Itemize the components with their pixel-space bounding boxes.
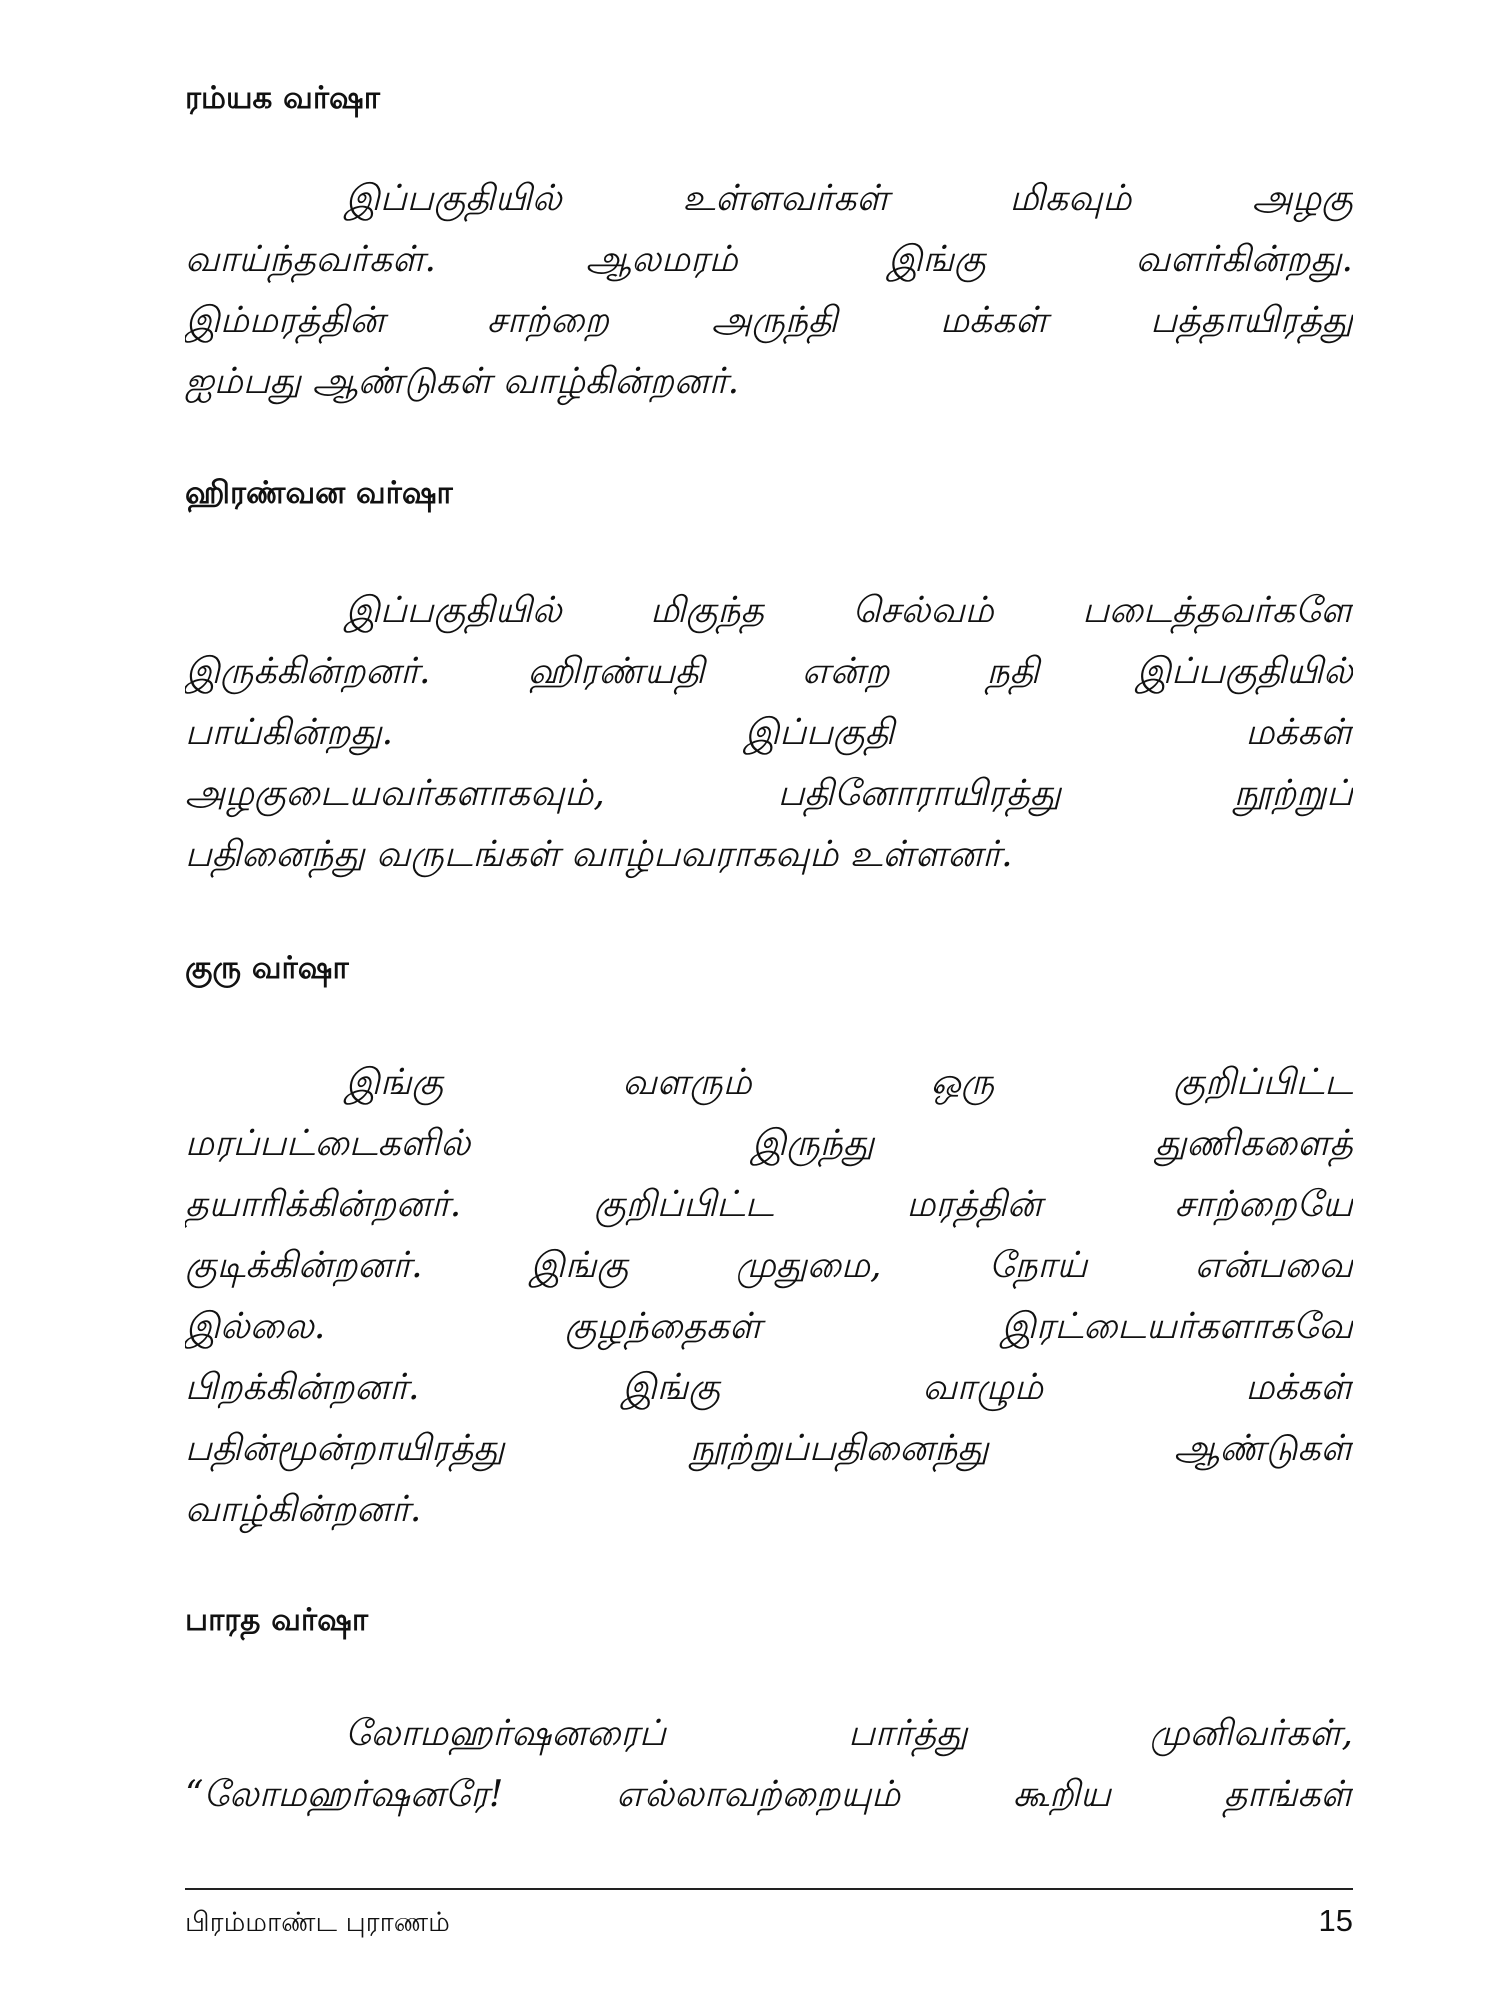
paragraph-line: ஐம்பது ஆண்டுகள் வாழ்கின்றனர். bbox=[185, 361, 740, 402]
paragraph-line: இப்பகுதியில் உள்ளவர்கள் மிகவும் அழகு bbox=[345, 178, 1353, 219]
running-footer-title: பிரம்மாண்ட புராணம் bbox=[185, 1907, 450, 1938]
section-heading-hiranvana: ஹிரண்வன வர்ஷா bbox=[185, 475, 453, 511]
section-paragraph-bharata bbox=[185, 1703, 1353, 1825]
paragraph-line: அழகுடையவர்களாகவும், பதினோராயிரத்து நூற்றுப் bbox=[185, 773, 1353, 814]
section-heading-bharata: பாரத வர்ஷா bbox=[185, 1602, 369, 1638]
paragraph-line: பதின்மூன்றாயிரத்து நூற்றுப்பதினைந்து ஆண்டுகள் bbox=[185, 1428, 1353, 1469]
paragraph-line: குடிக்கின்றனர். இங்கு முதுமை, நோய் என்பவை bbox=[185, 1245, 1353, 1286]
paragraph-line: இப்பகுதியில் மிகுந்த செல்வம் படைத்தவர்களே bbox=[345, 590, 1353, 631]
paragraph-line: பாய்கின்றது. இப்பகுதி மக்கள் bbox=[185, 712, 1353, 753]
paragraph-line: லோமஹர்ஷனரைப் பார்த்து முனிவர்கள், bbox=[345, 1713, 1353, 1754]
section-paragraph-hiranvana bbox=[185, 580, 1353, 885]
paragraph-line: வாழ்கின்றனர். bbox=[185, 1489, 422, 1530]
paragraph-line: “லோமஹர்ஷனரே! எல்லாவற்றையும் கூறிய தாங்கள் bbox=[185, 1774, 1353, 1815]
section-paragraph-kuru bbox=[185, 1052, 1353, 1540]
paragraph-line: வாய்ந்தவர்கள். ஆலமரம் இங்கு வளர்கின்றது. bbox=[185, 239, 1353, 280]
section-heading-kuru: குரு வர்ஷா bbox=[185, 950, 349, 986]
section-paragraph-ramyaka bbox=[185, 168, 1353, 412]
paragraph-line: தயாரிக்கின்றனர். குறிப்பிட்ட மரத்தின் சாற்றையே bbox=[185, 1184, 1353, 1225]
footer-divider bbox=[185, 1888, 1353, 1890]
paragraph-line: மரப்பட்டைகளில் இருந்து துணிகளைத் bbox=[185, 1123, 1353, 1164]
paragraph-line: இருக்கின்றனர். ஹிரண்யதி என்ற நதி இப்பகுதியில் bbox=[185, 651, 1353, 692]
paragraph-line: பதினைந்து வருடங்கள் வாழ்பவராகவும் உள்ளனர். bbox=[185, 834, 1013, 875]
paragraph-line: இல்லை. குழந்தைகள் இரட்டையர்களாகவே bbox=[185, 1306, 1353, 1347]
page-number: 15 bbox=[1318, 1903, 1353, 1938]
paragraph-line: இங்கு வளரும் ஒரு குறிப்பிட்ட bbox=[345, 1062, 1353, 1103]
section-heading-ramyaka: ரம்யக வர்ஷா bbox=[185, 80, 380, 116]
paragraph-line: இம்மரத்தின் சாற்றை அருந்தி மக்கள் பத்தாயிரத்து bbox=[185, 300, 1353, 341]
paragraph-line: பிறக்கின்றனர். இங்கு வாழும் மக்கள் bbox=[185, 1367, 1353, 1408]
